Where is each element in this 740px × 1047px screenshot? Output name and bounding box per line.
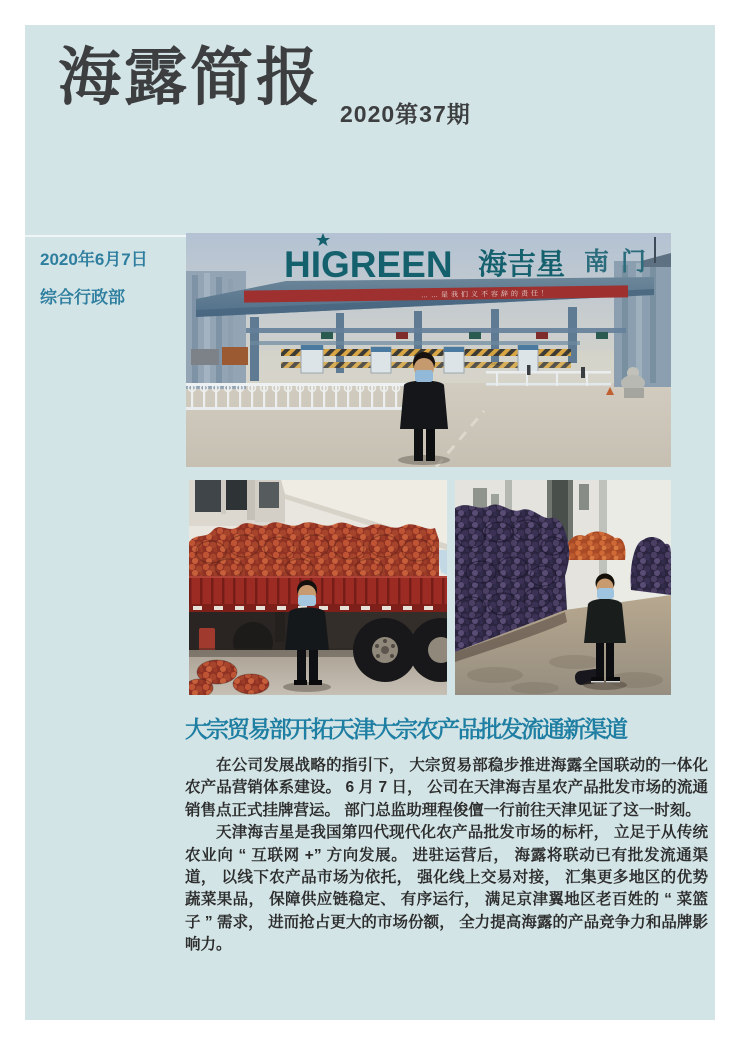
article-body (185, 755, 708, 957)
onion-truck-photo (189, 480, 447, 695)
article-paragraph-2: 天津海吉星是我国第四代现代化农产品批发市场的标杆， 立足于从传统农业向 “ 互联网 +” 方向发展。 进驻运营后， 海露将联动已有批发流通渠道， 以线下农产品市场为依托， 强化线上交易对接， 汇集更多地区的优势蔬菜果品， 保障供应链稳定、 有序运行， 满足京津翼地区老百姓的 “ 菜篮子 ” 需求， 进而抢占更大的市场份额， 全力提高海露的产品竞争力和品牌影响力。 (185, 824, 708, 954)
article-paragraph-1: 在公司发展战略的指引下， 大宗贸易部稳步推进海露全国联动的一体化农产品营销体系建设。 6 月 7 日， 公司在天津海吉星农产品批发市场的流通销售点正式挂牌营运。 部门总监助理程俊儃一行前往天津见证了这一时刻。 (185, 757, 708, 819)
newsletter-issue: 2020第37期 (340, 101, 471, 127)
publication-date: 2020年6月7日 (40, 250, 148, 269)
banner-text: ……是我们义不容辞的责任！ (420, 290, 552, 300)
market-gate-illustration (186, 233, 671, 467)
publication-department: 综合行政部 (40, 288, 125, 307)
onion-truck-illustration (189, 480, 447, 695)
warehouse-photo (455, 480, 671, 695)
face-mask (298, 595, 316, 606)
article-headline: 大宗贸易部开拓天津大宗农产品批发流通新渠道 (185, 716, 626, 742)
sign-gate-text: 南门 (584, 248, 659, 276)
sign-name-text: 海吉星 (478, 249, 566, 281)
white-fence-left (186, 383, 421, 410)
face-mask (597, 588, 614, 599)
warehouse-illustration (455, 480, 671, 695)
distant-container (222, 347, 248, 365)
newsletter-title: 海露简报 (58, 43, 322, 113)
distant-truck (191, 349, 219, 365)
rear-wheel (353, 618, 417, 682)
sign-brand-text: HIGREEN (284, 244, 453, 285)
left-tower (186, 271, 246, 389)
face-mask (415, 370, 433, 382)
market-gate-photo (186, 233, 671, 467)
